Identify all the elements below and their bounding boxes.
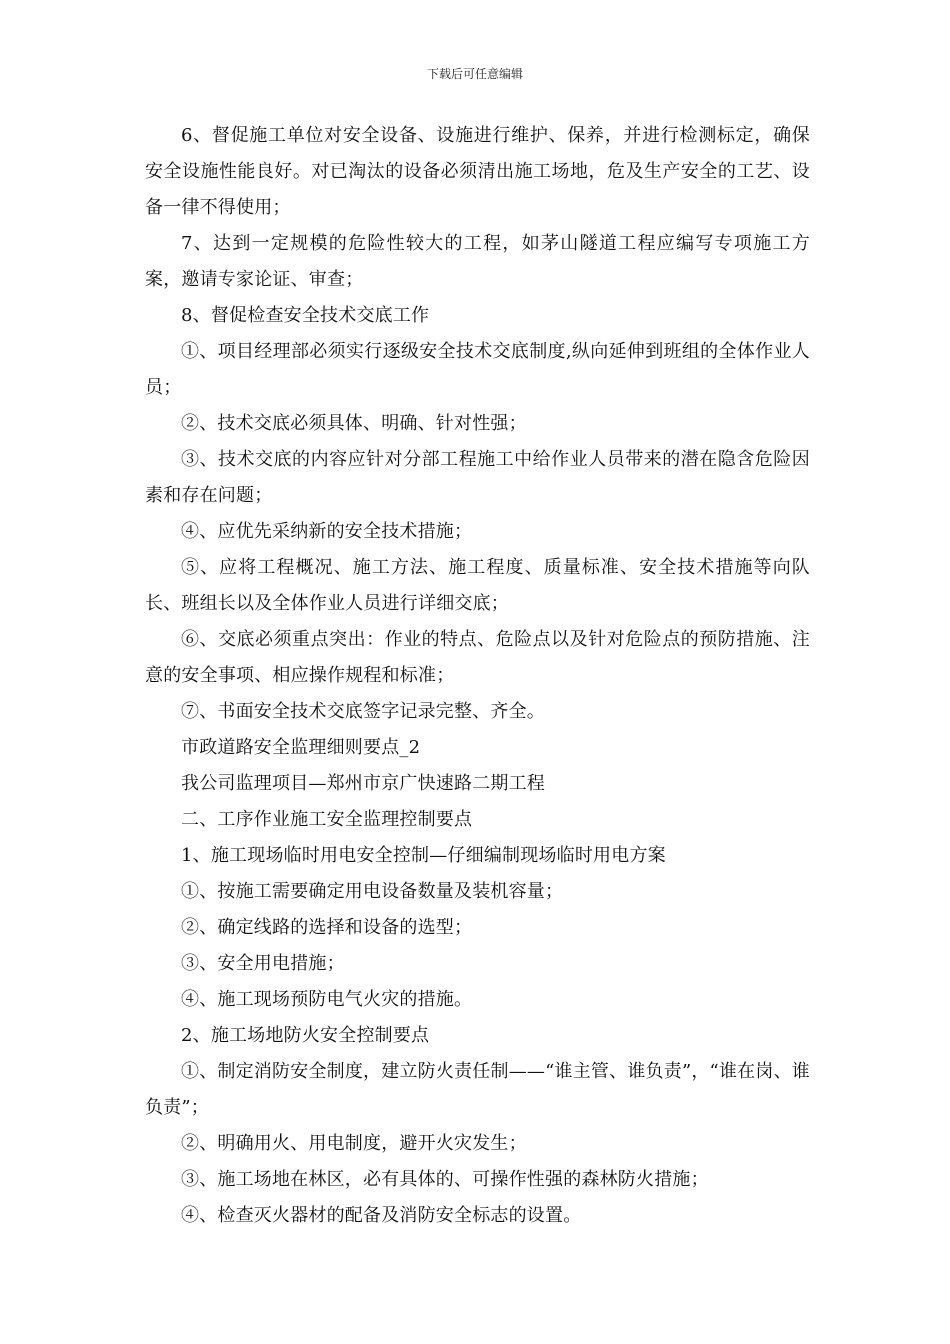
paragraph: ①、制定消防安全制度，建立防火责任制——“谁主管、谁负责”，“谁在岗、谁负责”； (145, 1061, 810, 1118)
page-header: 下载后可任意编辑 (426, 67, 523, 81)
document-body (145, 118, 810, 1234)
paragraph: ①、项目经理部必须实行逐级安全技术交底制度,纵向延伸到班组的全体作业人员； (145, 341, 810, 398)
paragraph: ③、安全用电措施； (181, 953, 345, 974)
paragraph: ③、施工场地在林区，必有具体的、可操作性强的森林防火措施； (181, 1169, 709, 1190)
paragraph: ④、检查灭火器材的配备及消防安全标志的设置。 (181, 1205, 582, 1226)
section-title: 市政道路安全监理细则要点_2 (181, 737, 421, 758)
paragraph: 8、督促检查安全技术交底工作 (181, 305, 430, 326)
paragraph: 2、施工场地防火安全控制要点 (181, 1025, 430, 1046)
paragraph: ⑤、应将工程概况、施工方法、施工程度、质量标准、安全技术措施等向队长、班组长以及全体作业人员进行详细交底； (145, 557, 810, 614)
paragraph: ②、明确用火、用电制度，避开火灾发生； (181, 1133, 527, 1154)
paragraph: 7、达到一定规模的危险性较大的工程，如茅山隧道工程应编写专项施工方案，邀请专家论证、审查； (145, 233, 810, 290)
paragraph: ⑥、交底必须重点突出：作业的特点、危险点以及针对危险点的预防措施、注意的安全事项、相应操作规程和标准； (145, 629, 810, 686)
paragraph: 6、督促施工单位对安全设备、设施进行维护、保养，并进行检测标定，确保安全设施性能良好。对已淘汰的设备必须清出施工场地，危及生产安全的工艺、设备一律不得使用； (145, 125, 810, 218)
paragraph: ③、技术交底的内容应针对分部工程施工中给作业人员带来的潜在隐含危险因素和存在问题； (145, 449, 810, 506)
paragraph: ④、应优先采纳新的安全技术措施； (181, 521, 473, 542)
paragraph: ④、施工现场预防电气火灾的措施。 (181, 989, 473, 1010)
paragraph: ②、技术交底必须具体、明确、针对性强； (181, 413, 527, 434)
section-heading: 二、工序作业施工安全监理控制要点 (181, 809, 473, 830)
paragraph: ②、确定线路的选择和设备的选型； (181, 917, 473, 938)
paragraph: 我公司监理项目—郑州市京广快速路二期工程 (181, 773, 545, 794)
paragraph: 1、施工现场临时用电安全控制—仔细编制现场临时用电方案 (181, 845, 666, 866)
paragraph: ①、按施工需要确定用电设备数量及装机容量； (181, 881, 564, 902)
paragraph: ⑦、书面安全技术交底签字记录完整、齐全。 (181, 701, 545, 722)
